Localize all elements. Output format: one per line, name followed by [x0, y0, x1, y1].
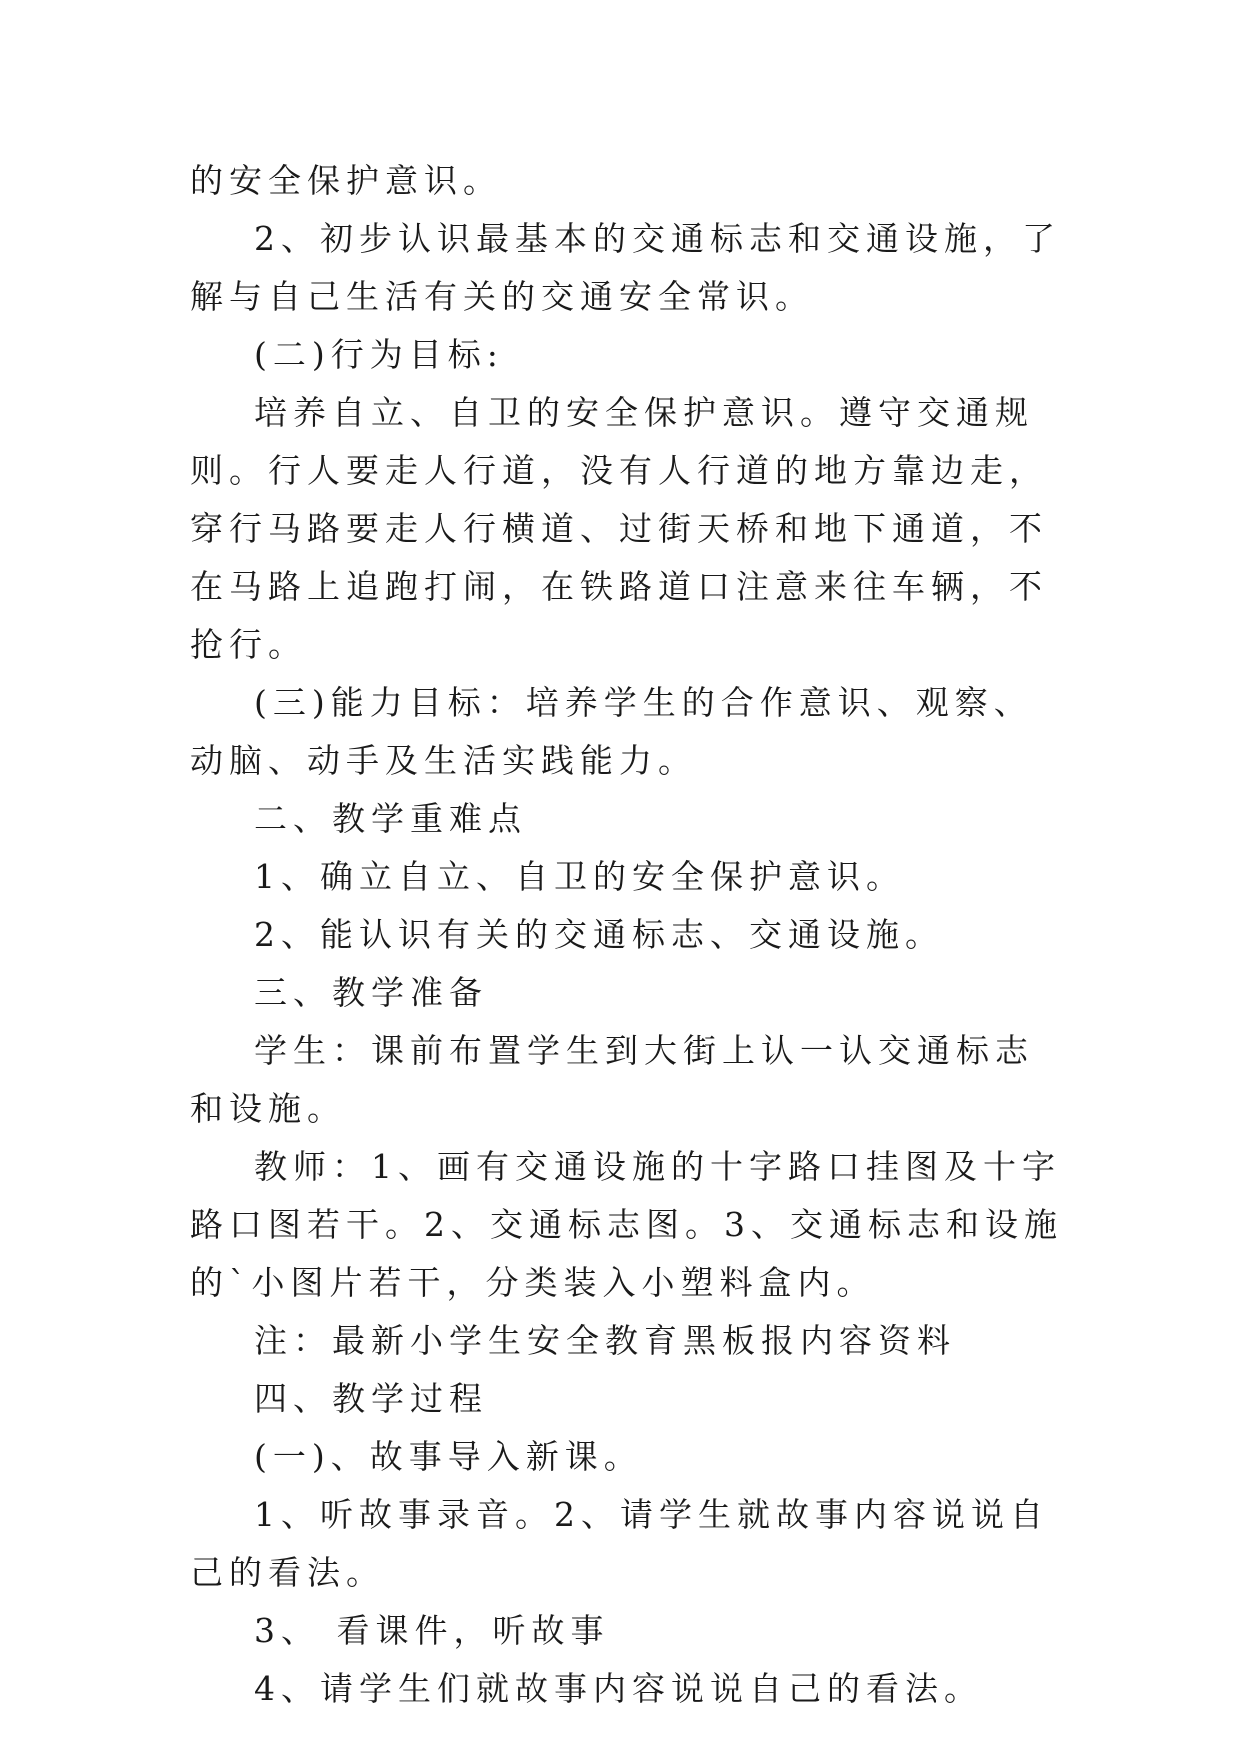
paragraph: 的安全保护意识。: [190, 161, 502, 200]
section-heading: 三、教学准备: [254, 973, 488, 1012]
paragraph: 教师：1、画有交通设施的十字路口挂图及十字路口图若干。2、交通标志图。3、交通标志和设施的`小图片若干，分类装入小塑料盒内。: [190, 1147, 1063, 1302]
list-item: 1、听故事录音。2、请学生就故事内容说说自己的看法。: [190, 1495, 1049, 1592]
paragraph: 培养自立、自卫的安全保护意识。遵守交通规则。行人要走人行道，没有人行道的地方靠边走，穿行马路要走人行横道、过街天桥和地下通道，不在马路上追跑打闹，在铁路道口注意来往车辆，不抢行。: [190, 393, 1048, 664]
paragraph: 学生：课前布置学生到大街上认一认交通标志和设施。: [190, 1031, 1034, 1128]
list-item: 1、确立自立、自卫的安全保护意识。: [254, 857, 905, 896]
section-heading: 四、教学过程: [254, 1379, 488, 1418]
section-heading: 二、教学重难点: [254, 799, 527, 838]
list-item: 2、能认识有关的交通标志、交通设施。: [254, 915, 944, 954]
list-item: 3、 看课件，听故事: [254, 1611, 610, 1650]
section-heading: (一)、故事导入新课。: [254, 1437, 643, 1476]
section-heading: (二)行为目标:: [254, 335, 504, 374]
paragraph: (三)能力目标：培养学生的合作意识、观察、动脑、动手及生活实践能力。: [190, 683, 1033, 780]
list-item: 4、请学生们就故事内容说说自己的看法。: [254, 1669, 983, 1708]
document-body: [190, 152, 1070, 1718]
note: 注：最新小学生安全教育黑板报内容资料: [254, 1321, 956, 1360]
paragraph: 2、初步认识最基本的交通标志和交通设施，了解与自己生活有关的交通安全常识。: [190, 219, 1061, 316]
